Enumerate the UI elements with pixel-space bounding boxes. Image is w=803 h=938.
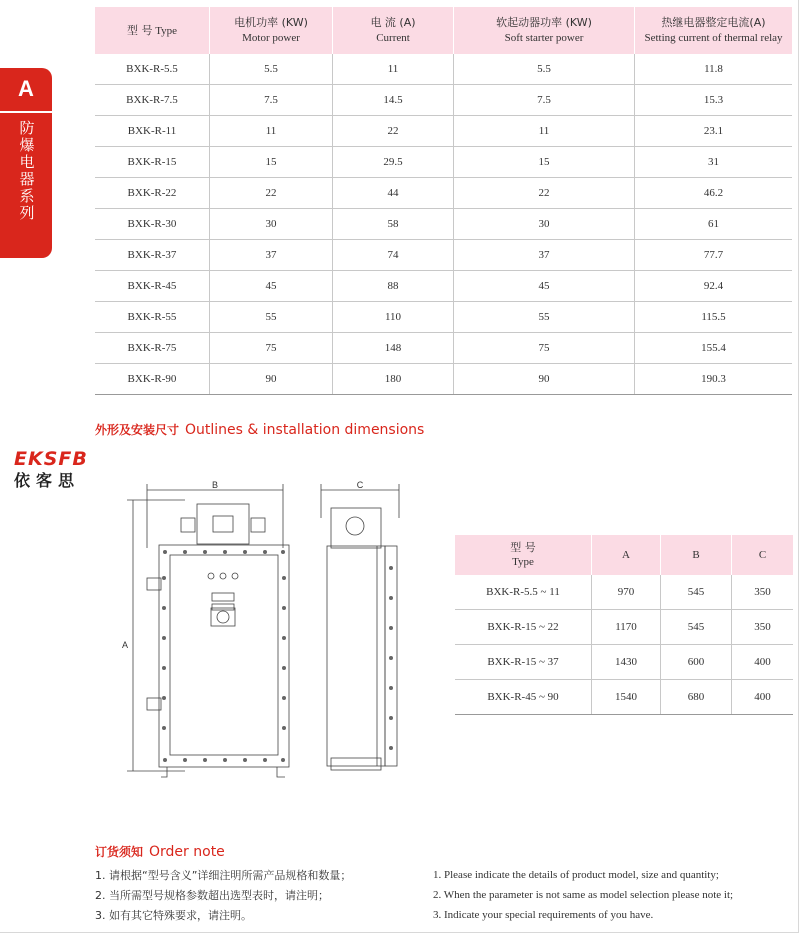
cell: BXK-R-7.5 [95, 85, 210, 116]
table-row [95, 333, 792, 364]
cell: BXK-R-55 [95, 302, 210, 333]
cell: BXK-R-45 ~ 90 [455, 680, 592, 715]
cell: 115.5 [635, 302, 793, 333]
cell: 350 [732, 575, 794, 610]
logo-text-en: EKSFB [14, 448, 88, 470]
cell: 90 [210, 364, 333, 395]
cell: 88 [333, 271, 454, 302]
table-row [95, 302, 792, 333]
header-c: C [732, 535, 794, 575]
cell: 46.2 [635, 178, 793, 209]
table-row [95, 178, 792, 209]
cell: 75 [454, 333, 635, 364]
cell: 55 [454, 302, 635, 333]
header-motor-power: 电机功率 (KW) Motor power [210, 7, 333, 54]
header-current: 电 流 (A) Current [333, 7, 454, 54]
side-tab [0, 68, 52, 258]
cell: 23.1 [635, 116, 793, 147]
outlines-title-cn: 外形及安装尺寸 [95, 423, 180, 437]
cell: 1430 [592, 645, 661, 680]
cell: 31 [635, 147, 793, 178]
cell: 110 [333, 302, 454, 333]
cell: 74 [333, 240, 454, 271]
cell: BXK-R-15 ~ 37 [455, 645, 592, 680]
cell: 75 [210, 333, 333, 364]
outline-drawing [115, 478, 415, 788]
cell: BXK-R-45 [95, 271, 210, 302]
cell: 44 [333, 178, 454, 209]
cell: 1540 [592, 680, 661, 715]
cell: 58 [333, 209, 454, 240]
dimension-table-header [455, 535, 793, 575]
cell: 11 [454, 116, 635, 147]
cell: 37 [454, 240, 635, 271]
order-notes-cn [95, 866, 351, 926]
cell: 37 [210, 240, 333, 271]
cell: BXK-R-37 [95, 240, 210, 271]
order-note-item: 1. 请根据“型号含义”详细注明所需产品规格和数量； [95, 869, 352, 882]
side-tab-text: 防爆电器系列 [19, 119, 35, 222]
order-note-item: 3. 如有其它特殊要求，请注明。 [95, 909, 252, 922]
table-row [455, 575, 793, 610]
cell: 55 [210, 302, 333, 333]
outlines-title-en: Outlines & installation dimensions [185, 422, 425, 438]
cell: 350 [732, 610, 794, 645]
table-row [455, 610, 793, 645]
cell: BXK-R-15 [95, 147, 210, 178]
table-row [95, 116, 792, 147]
logo-text-cn: 依客思 [14, 471, 81, 490]
order-note-item: 3. Indicate your special requirements of you have. [433, 909, 654, 921]
cell: 1170 [592, 610, 661, 645]
cell: 15 [210, 147, 333, 178]
dim-label-b: B [211, 480, 219, 490]
cell: 7.5 [210, 85, 333, 116]
table-row [95, 54, 792, 85]
order-note-item: 2. 当所需型号规格参数超出选型表时，请注明； [95, 889, 329, 902]
header-a: A [592, 535, 661, 575]
cell: 22 [210, 178, 333, 209]
side-top-box [331, 508, 381, 548]
order-notes-en [433, 865, 733, 925]
cell: 11 [210, 116, 333, 147]
cell: 92.4 [635, 271, 793, 302]
dim-label-c: C [356, 480, 364, 490]
header-b: B [661, 535, 732, 575]
order-note-heading [95, 843, 225, 861]
header-soft-starter: 软起动器功率 (KW) Soft starter power [454, 7, 635, 54]
cell: BXK-R-90 [95, 364, 210, 395]
cell: 22 [333, 116, 454, 147]
cell: BXK-R-11 [95, 116, 210, 147]
table-row [95, 85, 792, 116]
cell: 545 [661, 610, 732, 645]
table-row [455, 680, 793, 715]
cell: 11 [333, 54, 454, 85]
cell: 155.4 [635, 333, 793, 364]
cell: 22 [454, 178, 635, 209]
table-row [455, 645, 793, 680]
cell: 45 [454, 271, 635, 302]
front-enclosure [159, 545, 289, 767]
cell: 680 [661, 680, 732, 715]
cell: 14.5 [333, 85, 454, 116]
header-type: 型 号 Type [95, 7, 210, 54]
cell: 90 [454, 364, 635, 395]
cell: BXK-R-22 [95, 178, 210, 209]
cell: 77.7 [635, 240, 793, 271]
spec-table-header [95, 7, 792, 54]
cell: 600 [661, 645, 732, 680]
cell: BXK-R-30 [95, 209, 210, 240]
side-tab-letter: A [18, 76, 34, 101]
dim-label-a: A [121, 640, 129, 650]
cell: 30 [454, 209, 635, 240]
table-row [95, 147, 792, 178]
order-note-title-en: Order note [149, 844, 225, 860]
cell: 7.5 [454, 85, 635, 116]
order-note-item: 1. Please indicate the details of product model, size and quantity; [433, 869, 719, 881]
outlines-heading [95, 421, 424, 439]
brand-logo [14, 448, 88, 491]
order-note-title-cn: 订货须知 [95, 845, 144, 859]
table-row [95, 271, 792, 302]
cell: 15 [454, 147, 635, 178]
side-enclosure [327, 546, 385, 766]
header-thermal-relay: 热继电器整定电流(A) Setting current of thermal relay [635, 7, 793, 54]
cell: 148 [333, 333, 454, 364]
cell: 545 [661, 575, 732, 610]
cell: BXK-R-5.5 [95, 54, 210, 85]
cell: BXK-R-15 ~ 22 [455, 610, 592, 645]
table-row [95, 240, 792, 271]
order-note-item: 2. When the parameter is not same as model selection please note it; [433, 889, 734, 901]
cell: 61 [635, 209, 793, 240]
cell: BXK-R-75 [95, 333, 210, 364]
side-tab-divider [0, 111, 52, 113]
header-type: 型 号 Type [455, 535, 592, 575]
dimension-table [455, 535, 793, 715]
cell: 190.3 [635, 364, 793, 395]
cell: 15.3 [635, 85, 793, 116]
cell: 400 [732, 645, 794, 680]
cell: 29.5 [333, 147, 454, 178]
cell: 30 [210, 209, 333, 240]
table-row [95, 209, 792, 240]
cell: BXK-R-5.5 ~ 11 [455, 575, 592, 610]
cell: 5.5 [454, 54, 635, 85]
spec-table [95, 7, 792, 395]
cell: 45 [210, 271, 333, 302]
cell: 11.8 [635, 54, 793, 85]
cell: 970 [592, 575, 661, 610]
cell: 180 [333, 364, 454, 395]
cell: 400 [732, 680, 794, 715]
table-row [95, 364, 792, 395]
top-box [197, 504, 249, 544]
cell: 5.5 [210, 54, 333, 85]
